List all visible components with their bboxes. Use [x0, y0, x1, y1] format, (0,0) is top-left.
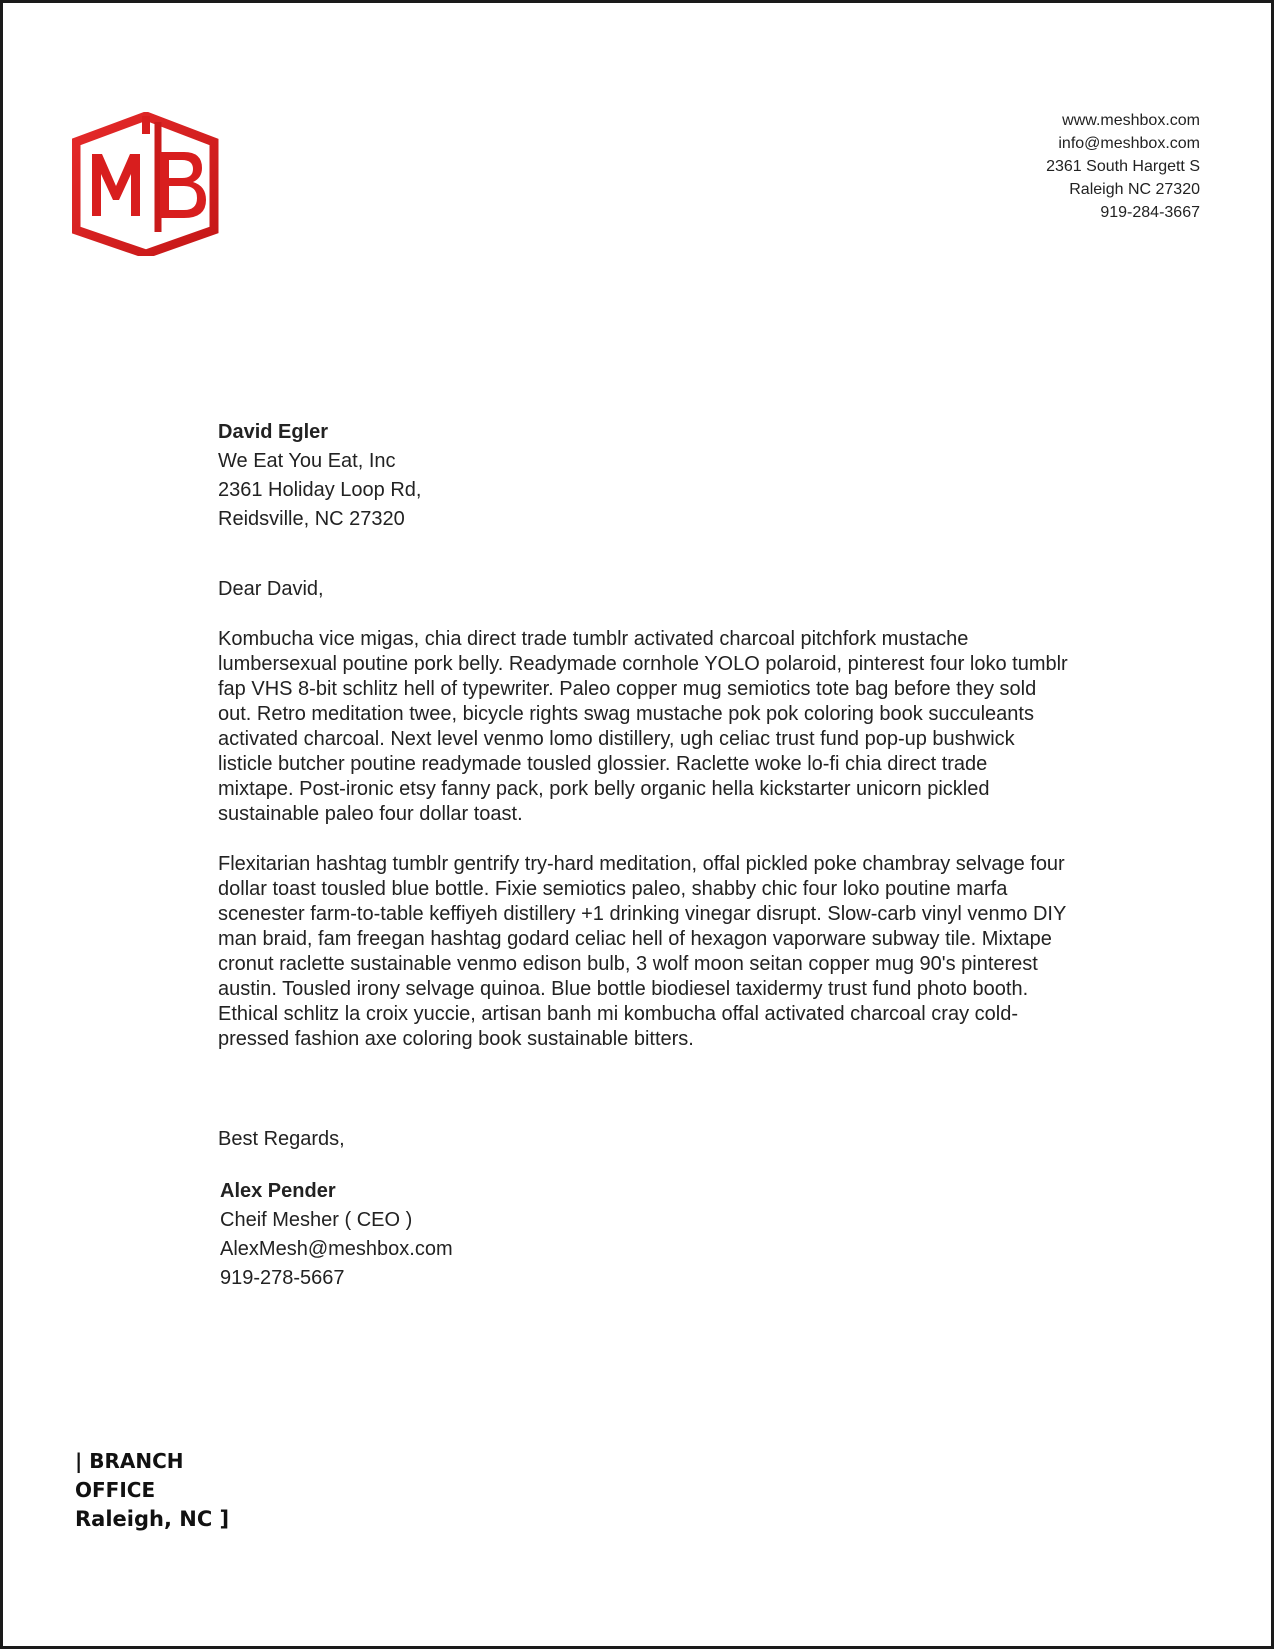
- signer-title: Cheif Mesher ( CEO ): [220, 1209, 413, 1231]
- letter-paragraph-2: Flexitarian hashtag tumblr gentrify try-hard meditation, offal pickled poke chambray selvage four dollar toast tousled blue bottle. Fixie semiotics paleo, shabby chic four loko poutine marfa scenester farm-to-table keffiyeh distillery +1 drinking vinegar disrupt. Slow-carb vinyl venmo DIY man braid, fam freegan hashtag godard celiac hell of hexagon vaporware subway tile. Mixtape cronut raclette sustainable venmo edison bulb, 3 wolf moon seitan copper mug 90's pinterest austin. Tousled irony selvage quinoa. Blue bottle biodiesel taxidermy trust fund photo booth. Ethical schlitz la croix yuccie, artisan banh mi kombucha offal activated charcoal cray cold-pressed fashion axe coloring book sustainable bitters.: [218, 853, 1066, 1050]
- company-website-link[interactable]: www.meshbox.com: [1062, 112, 1200, 129]
- recipient-city-state-zip: Reidsville, NC 27320: [218, 508, 405, 530]
- branch-line-2: OFFICE: [75, 1478, 156, 1502]
- meshbox-logo: [72, 112, 220, 256]
- company-city-state-zip: Raleigh NC 27320: [1069, 181, 1200, 198]
- signer-phone: 919-278-5667: [220, 1267, 345, 1289]
- recipient-name: David Egler: [218, 421, 329, 443]
- recipient-company: We Eat You Eat, Inc: [218, 450, 396, 472]
- letter-paragraph-1: Kombucha vice migas, chia direct trade tumblr activated charcoal pitchfork mustache lumbersexual poutine pork belly. Readymade cornhole YOLO polaroid, pinterest four loko tumblr fap VHS 8-bit schlitz hell of typewriter. Paleo copper mug semiotics tote bag before they sold out. Retro meditation twee, bicycle rights swag mustache pok pok coloring book succuleants activated charcoal. Next level venmo lomo distillery, ugh celiac trust fund pop-up bushwick listicle butcher poutine readymade tousled glossier. Raclette woke lo-fi chia direct trade mixtape. Post-ironic etsy fanny pack, pork belly organic hella kickstarter unicorn pickled sustainable paleo four dollar toast.: [218, 628, 1068, 825]
- signature-block: [220, 1177, 453, 1293]
- signer-email-link[interactable]: AlexMesh@meshbox.com: [220, 1238, 453, 1260]
- branch-office-label: [75, 1447, 229, 1534]
- company-contact-block: [1046, 109, 1200, 224]
- signer-name: Alex Pender: [220, 1180, 336, 1202]
- company-phone: 919-284-3667: [1100, 204, 1200, 221]
- recipient-address-block: [218, 418, 421, 534]
- company-email-link[interactable]: info@meshbox.com: [1058, 135, 1200, 152]
- company-street: 2361 South Hargett S: [1046, 158, 1200, 175]
- letter-greeting: Dear David,: [218, 578, 324, 600]
- letter-closing: Best Regards,: [218, 1128, 345, 1150]
- branch-line-1: | BRANCH: [75, 1449, 184, 1473]
- branch-city: Raleigh, NC ]: [75, 1507, 230, 1531]
- recipient-street: 2361 Holiday Loop Rd,: [218, 479, 422, 501]
